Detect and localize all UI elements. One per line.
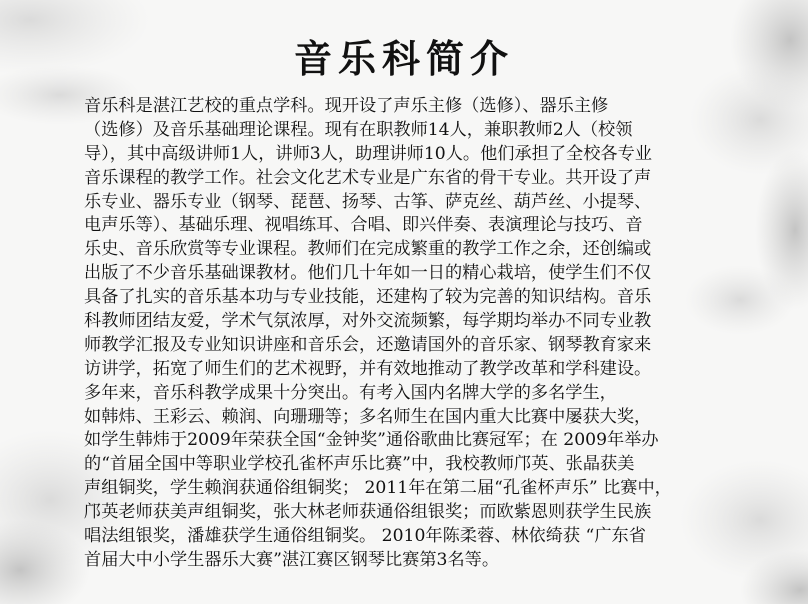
text-line: 乐史、音乐欣赏等专业课程。教师们在完成繁重的教学工作之余，还创编或 bbox=[84, 239, 652, 260]
text-line: 出版了不少音乐基础课教材。他们几十年如一日的精心栽培，使学生们不仅 bbox=[84, 263, 652, 284]
text-line: 音乐课程的教学工作。社会文化艺术专业是广东省的骨干专业。共开设了声 bbox=[84, 167, 652, 188]
text-line: 如韩炜、王彩云、赖润、向珊珊等；多名师生在国内重大比赛中屡获大奖， bbox=[84, 406, 652, 427]
text-line: 的“首届全国中等职业学校孔雀杯声乐比赛”中，我校教师邝英、张晶获美 bbox=[84, 454, 635, 475]
text-line: 访讲学，拓宽了师生们的艺术视野，并有效地推动了教学改革和学科建设。 bbox=[84, 358, 652, 379]
text-line: 首届大中小学生器乐大赛”湛江赛区钢琴比赛第3名等。 bbox=[84, 549, 500, 570]
text-line: 具备了扎实的音乐基本功与专业技能，还建构了较为完善的知识结构。音乐 bbox=[84, 287, 652, 308]
text-line: （选修）及音乐基础理论课程。现有在职教师14人，兼职教师2人（校领 bbox=[84, 119, 633, 140]
text-line: 唱法组银奖，潘雄获学生通俗组铜奖。 2010年陈柔蓉、林依绮获 “广东省 bbox=[84, 526, 646, 547]
text-line: 电声乐等）、基础乐理、视唱练耳、合唱、即兴伴奏、表演理论与技巧、音 bbox=[84, 215, 643, 236]
text-line: 声组铜奖，学生赖润获通俗组铜奖； 2011年在第二届“孔雀杯声乐” 比赛中， bbox=[84, 478, 672, 499]
text-line: 导），其中高级讲师1人，讲师3人，助理讲师10人。他们承担了全校各专业 bbox=[84, 143, 652, 164]
intro-text-block bbox=[84, 95, 774, 573]
text-line: 如学生韩炜于2009年荣获全国“金钟奖”通俗歌曲比赛冠军；在 2009年举办 bbox=[84, 430, 659, 451]
page-title: 音乐科简介 bbox=[293, 36, 514, 81]
text-line: 多年来，音乐科教学成果十分突出。有考入国内名牌大学的多名学生， bbox=[84, 382, 617, 403]
text-line: 邝英老师获美声组铜奖，张大林老师获通俗组银奖；而欧紫恩则获学生民族 bbox=[84, 502, 652, 523]
text-line: 科教师团结友爱，学术气氛浓厚，对外交流频繁，每学期均举办不同专业教 bbox=[84, 311, 652, 332]
text-line: 乐专业、器乐专业（钢琴、琵琶、扬琴、古筝、萨克丝、葫芦丝、小提琴、 bbox=[84, 191, 652, 212]
text-line: 音乐科是湛江艺校的重点学科。现开设了声乐主修（选修）、器乐主修 bbox=[84, 96, 609, 116]
text-line: 师教学汇报及专业知识讲座和音乐会，还邀请国外的音乐家、钢琴教育家来 bbox=[84, 334, 652, 355]
